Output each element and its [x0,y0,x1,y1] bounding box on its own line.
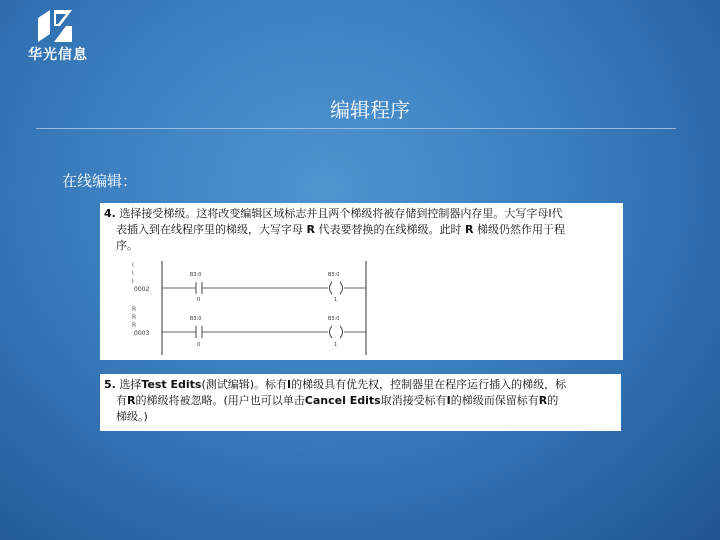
step5-text-part: (测试编辑)。标有 [201,378,288,391]
ote-coil [330,282,343,294]
step4-line3: 序。 [116,239,138,252]
step4-number: 4. [104,207,116,220]
step4-text [104,206,619,254]
step5-number: 5. [104,378,116,391]
slide-title: 编辑程序 [330,98,410,122]
step5-text-part: 有 [116,394,127,407]
contact-address: B3:0 [190,272,202,278]
coil-address: B3:0 [328,316,340,322]
rung-marker: I [132,262,134,269]
step4-line2a: 表插入到在线程序里的梯级，大写字母 [116,223,303,236]
title-divider [36,128,676,129]
rung-marker: R [132,322,137,329]
i-marker: I [446,394,451,407]
logo-icon [36,8,74,44]
step4-r-marker-1: R [306,223,315,236]
logo-text: 华光信息 [28,47,88,63]
ote-coil [330,326,343,338]
contact-bit: 0 [197,297,201,303]
rung-marker: I [132,270,134,277]
coil-address: B3:0 [328,272,340,278]
r-marker: R [127,394,136,407]
section-subtitle: 在线编辑： [62,172,138,190]
i-marker: I [287,378,292,391]
coil-bit: 1 [334,342,338,348]
contact-address: B3:0 [190,316,202,322]
rung-marker: R [132,314,137,321]
step5-text-part: 选择 [119,378,142,391]
step5-text-part: 的梯级而保留标有 [450,394,539,407]
rung-number: 0003 [134,330,150,337]
r-marker: R [538,394,548,407]
rung-number: 0002 [134,286,150,293]
step4-line1: 选择接受梯级。这将改变编辑区域标志并且两个梯级将被存储到控制器内存里。大写字母I代 [119,207,563,220]
step5-text-part: 梯级。) [116,410,148,423]
xic-contact [196,326,202,338]
coil-bit: 1 [334,297,338,303]
xic-contact [196,282,202,294]
step5-panel [100,374,621,431]
step4-line2e: 梯级仍然作用于程 [476,223,565,236]
cancel-edits-label: Cancel Edits [304,394,381,407]
step4-panel [100,203,623,360]
step5-text [104,377,617,425]
step5-text-part: 的梯级具有优先权，控制器里在程序运行插入的梯级，标 [291,378,567,391]
step4-line2c: 代表要替换的在线梯级。此时 [318,223,462,236]
rung-marker: R [132,306,137,313]
step4-r-marker-2: R [464,223,474,236]
step5-text-part: 的梯级将被忽略。(用户也可以单击 [135,394,305,407]
test-edits-label: Test Edits [141,378,202,391]
step5-text-part: 取消接受标有 [380,394,447,407]
rung-marker: I [132,278,134,285]
step5-text-part: 的 [547,394,559,407]
company-logo [22,8,92,63]
contact-bit: 0 [197,342,201,348]
ladder-diagram [130,259,370,357]
